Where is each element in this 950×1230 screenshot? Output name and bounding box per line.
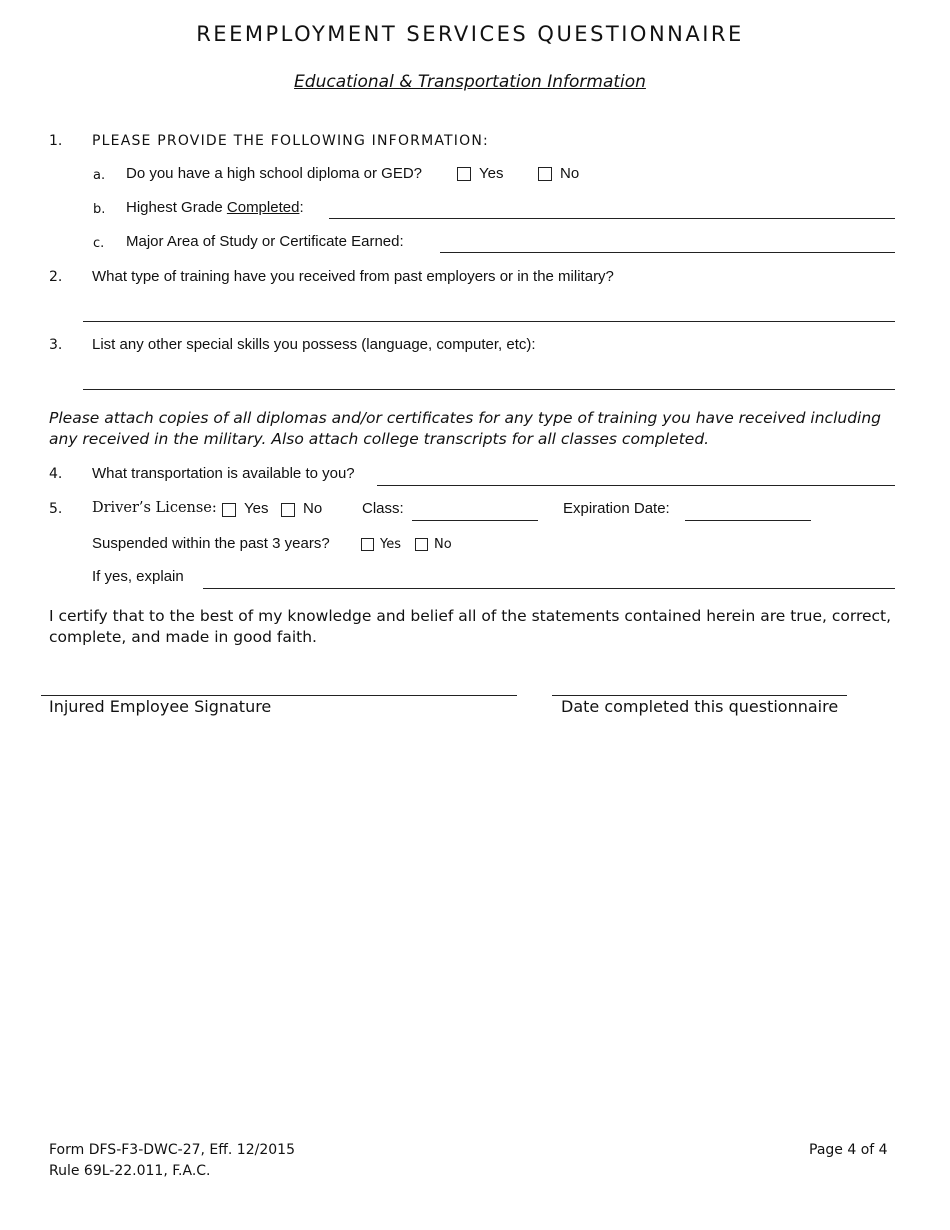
q1c-letter: c. <box>93 236 105 251</box>
q1b-question: Highest Grade Completed: <box>126 199 304 216</box>
transportation-field[interactable] <box>377 485 895 486</box>
q4-question: What transportation is available to you? <box>92 465 355 482</box>
suspended-yes-checkbox[interactable] <box>361 538 374 551</box>
explain-label: If yes, explain <box>92 568 184 585</box>
diploma-yes-checkbox[interactable] <box>457 167 471 181</box>
q1a-question: Do you have a high school diploma or GED? <box>126 165 423 182</box>
suspended-no-label: No <box>434 537 452 552</box>
q1b-letter: b. <box>93 202 106 217</box>
q1a-letter: a. <box>93 168 106 183</box>
suspended-label: Suspended within the past 3 years? <box>92 535 330 552</box>
q2-number: 2. <box>49 269 63 285</box>
q4-number: 4. <box>49 466 63 482</box>
license-label: Driver’s License: <box>92 500 217 516</box>
license-no-checkbox[interactable] <box>281 503 295 517</box>
diploma-no-label: No <box>560 165 580 182</box>
training-field[interactable] <box>83 321 895 322</box>
class-label: Class: <box>362 500 404 517</box>
q5-number: 5. <box>49 501 63 517</box>
date-completed-field[interactable] <box>552 695 847 696</box>
form-id: Form DFS-F3-DWC-27, Eff. 12/2015 <box>49 1142 295 1158</box>
explain-field[interactable] <box>203 588 895 589</box>
license-yes-checkbox[interactable] <box>222 503 236 517</box>
license-class-field[interactable] <box>412 520 538 521</box>
q1-number: 1. <box>49 133 63 149</box>
date-completed-label: Date completed this questionnaire <box>561 697 839 716</box>
q3-number: 3. <box>49 337 63 353</box>
attach-note: Please attach copies of all diplomas and/or certificates for any type of training you have received including any received in the military. Also attach college transcripts for all classes completed. <box>49 409 882 448</box>
page-number: Page 4 of 4 <box>809 1142 888 1158</box>
form-title: REEMPLOYMENT SERVICES QUESTIONNAIRE <box>196 22 744 46</box>
expiration-label: Expiration Date: <box>563 500 670 517</box>
special-skills-field[interactable] <box>83 389 895 390</box>
q1-label: PLEASE PROVIDE THE FOLLOWING INFORMATION: <box>92 133 489 149</box>
major-area-field[interactable] <box>440 252 895 253</box>
section-subtitle: Educational & Transportation Information <box>294 72 646 92</box>
rule-reference: Rule 69L-22.011, F.A.C. <box>49 1163 211 1179</box>
license-yes-label: Yes <box>244 500 269 517</box>
suspended-yes-label: Yes <box>380 537 401 552</box>
highest-grade-field[interactable] <box>329 218 895 219</box>
signature-label: Injured Employee Signature <box>49 697 272 716</box>
expiration-date-field[interactable] <box>685 520 811 521</box>
signature-field[interactable] <box>41 695 517 696</box>
q1c-question: Major Area of Study or Certificate Earned: <box>126 233 404 250</box>
q3-question: List any other special skills you possess (language, computer, etc): <box>92 336 536 353</box>
suspended-no-checkbox[interactable] <box>415 538 428 551</box>
diploma-no-checkbox[interactable] <box>538 167 552 181</box>
q2-question: What type of training have you received from past employers or in the military? <box>92 268 614 285</box>
license-no-label: No <box>303 500 323 517</box>
diploma-yes-label: Yes <box>479 165 504 182</box>
certification-statement: I certify that to the best of my knowledge and belief all of the statements contained herein are true, correct, complete, and made in good faith. <box>49 607 892 646</box>
